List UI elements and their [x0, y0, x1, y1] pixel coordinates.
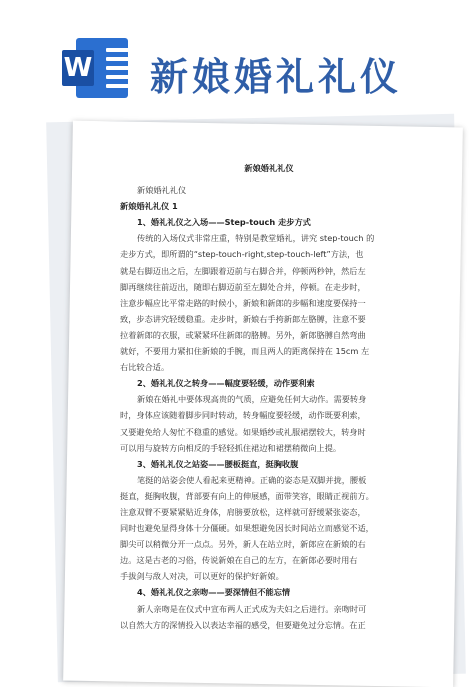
paragraph-line: 致，步态讲究轻缓稳重。走步时，新娘右手挎新郎左胳膊，注意不要 [120, 313, 366, 324]
paragraph-line: 又要避免给人匆忙不稳重的感觉。如果婚纱或礼服裙摆较大，转身时 [120, 426, 366, 437]
paragraph-line: 拉着新郎的衣服，或紧紧环住新郎的胳膊。另外，新郎胳膊自然弯曲 [120, 329, 366, 340]
paragraph-line: 走步方式，即所谓的“step-touch-right,step-touch-left”方法，也 [120, 249, 364, 260]
paragraph-line: 可以用与旋转方向相反的手轻轻抓住裙边和裙摆稍微向上提。 [120, 442, 342, 453]
paragraph-line: 脚再继续往前迈出，随即右脚迈前至左脚处合并，停顿。在走步时， [120, 281, 366, 292]
section-heading: 2、婚礼礼仪之转身——幅度要轻缓，动作要利索 [137, 378, 315, 389]
paragraph-line: 笔挺的站姿会使人看起来更精神。正确的姿态是双脚并拢，腰板 [137, 474, 367, 485]
paragraph-line: 右比较合适。 [120, 362, 170, 373]
paragraph-line: 挺直，挺胸收腹，背部要有向上的伸展感，面带笑容，眼睛正视前方。 [120, 490, 374, 501]
document-lines [106, 48, 136, 93]
paragraph-line: 注意步幅应比平常走路的时候小，新娘和新郎的步幅和速度要保持一 [120, 297, 366, 308]
document-content [120, 160, 418, 633]
paragraph-line: 边。这是古老的习俗，传说新娘在自己的左方，在新郎必要时用右 [120, 555, 358, 566]
section-heading: 新娘婚礼礼仪 1 [120, 201, 178, 212]
paragraph-line: 时，身体应该随着脚步同时转动，转身幅度要轻缓，动作既要利索， [120, 410, 366, 421]
paragraph-line: 就是右脚迈出之后，左脚跟着迈前与右脚合并，停顿两秒钟，然后左 [120, 265, 366, 276]
section-heading: 3、婚礼礼仪之站姿——腰板挺直，挺胸收腹 [137, 458, 299, 469]
header-banner [0, 0, 474, 120]
paragraph-line: 同时也避免显得身体十分僵硬。如果想避免因长时间站立而感觉不适， [120, 523, 374, 534]
paragraph-line: 以自然大方的深情投入以表达幸福的感受，但要避免过分忘情。在正 [120, 619, 366, 630]
section-heading: 1、婚礼礼仪之入场——Step-touch 走步方式 [137, 217, 311, 228]
paragraph-line: 注意双臂不要紧紧贴近身体，肩膀要放松，这样就可舒缓紧张姿态， [120, 506, 366, 517]
word-badge: W [62, 50, 94, 86]
paragraph-line: 脚尖可以稍微分开一点点。另外，新人在站立时，新郎应在新娘的右 [120, 539, 366, 550]
document-title: 新娘婚礼礼仪 [244, 163, 294, 173]
banner-title: 新娘婚礼礼仪 [150, 55, 403, 99]
paragraph-line: 新娘婚礼礼仪 [137, 185, 187, 196]
paragraph-line: 手拔剑与敌人对决，可以更好的保护好新娘。 [120, 571, 284, 582]
paragraph-line: 就好，不要用力紧扣住新娘的手腕，而且两人的距离保持在 15cm 左 [120, 346, 370, 357]
paragraph-line: 新娘在婚礼中要体现高贵的气质，应避免任何大动作。需要转身 [137, 394, 367, 405]
paragraph-line: 传统的入场仪式非常庄重，特别是教堂婚礼，讲究 step-touch 的 [137, 233, 375, 244]
document-body [120, 182, 418, 633]
paragraph-line: 新人亲吻是在仪式中宣布两人正式成为夫妇之后进行。亲吻时可 [137, 603, 367, 614]
section-heading: 4、婚礼礼仪之亲吻——要深情但不能忘情 [137, 587, 291, 598]
word-document-icon [62, 38, 128, 98]
